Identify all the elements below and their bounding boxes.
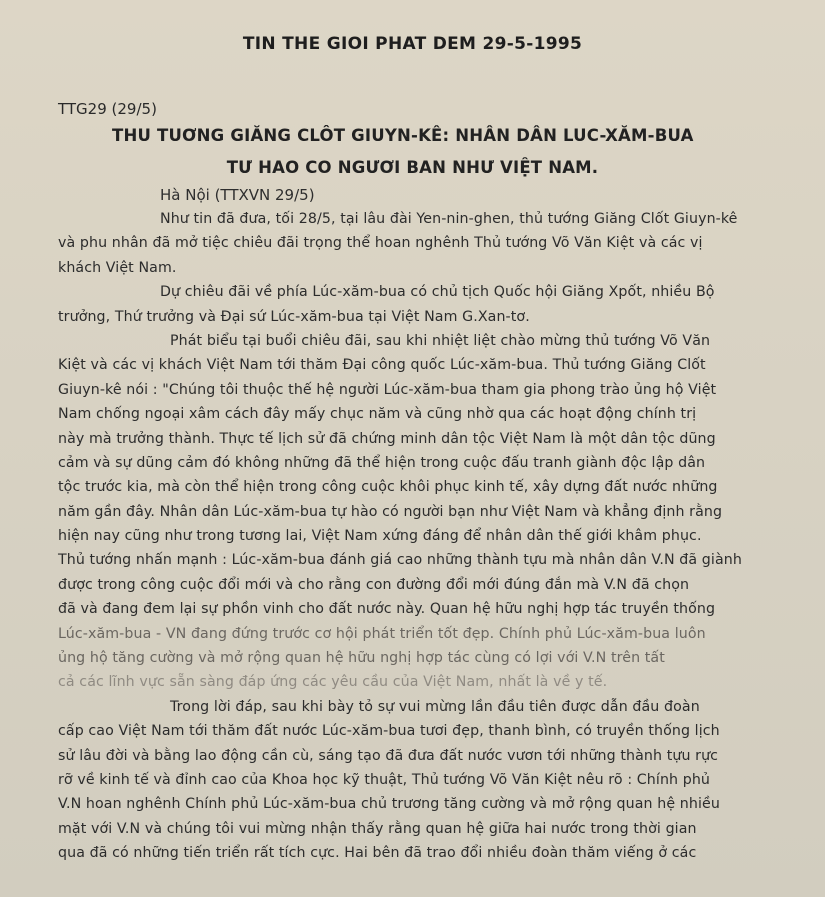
body-line: Nam chống ngoại xâm cách đây mấy chục năm và cũng nhờ qua các hoạt động chính trị [58,406,697,423]
body-line: này mà trưởng thành. Thực tế lịch sử đã chứng minh dân tộc Việt Nam là một dân tộc dũng [58,430,716,447]
body-line: mặt với V.N và chúng tôi vui mừng nhận thấy rằng quan hệ giữa hai nước trong thời gian [58,820,697,837]
body-line: cả các lĩnh vực sẵn sàng đáp ứng các yêu cầu của Việt Nam, nhất là về y tế. [58,674,608,691]
body-line: cảm và sự dũng cảm đó không những đã thể hiện trong cuộc đấu tranh giành độc lập dân [58,454,706,471]
body-line: ủng hộ tăng cường và mở rộng quan hệ hữu nghị hợp tác cùng có lợi với V.N trên tất [58,650,665,667]
body-line: qua đã có những tiến triển rất tích cực. Hai bên đã trao đổi nhiều đoàn thăm viếng ở các [58,845,697,862]
body-line: và phu nhân đã mở tiệc chiêu đãi trọng thể hoan nghênh Thủ tướng Võ Văn Kiệt và các vị [58,235,703,252]
headline-line-1: THU TUƠNG GIĂNG CLÔT GIUYN-KÊ: NHÂN DÂN LUC-XĂM-BUA [112,126,694,145]
dateline: Hà Nội (TTXVN 29/5) [160,186,315,204]
body-line: Lúc-xăm-bua - VN đang đứng trước cơ hội phát triển tốt đẹp. Chính phủ Lúc-xăm-bua luôn [58,625,706,642]
body-line: Dự chiêu đãi về phía Lúc-xăm-bua có chủ tịch Quốc hội Giăng Xpốt, nhiều Bộ [160,284,715,301]
document-header: TIN THE GIOI PHAT DEM 29-5-1995 [242,34,583,54]
article-body [58,207,788,866]
body-line: được trong công cuộc đổi mới và cho rằng con đường đổi mới đúng đắn mà V.N đã chọn [58,576,690,593]
headline-line-2: TƯ HAO CO NGƯƠI BAN NHƯ VIỆT NAM. [226,158,599,177]
body-line: hiện nay cũng như trong tương lai, Việt Nam xứng đáng để nhân dân thế giới khâm phục. [58,528,702,545]
body-line: tộc trước kia, mà còn thể hiện trong công cuộc khôi phục kinh tế, xây dựng đất nước những [58,479,718,496]
body-line: Trong lời đáp, sau khi bày tỏ sự vui mừng lần đầu tiên được dẫn đầu đoàn [170,698,700,715]
body-line: cấp cao Việt Nam tới thăm đất nước Lúc-xăm-bua tươi đẹp, thanh bình, có truyền thống lịch [58,723,720,740]
body-line: Giuyn-kê nói : "Chúng tôi thuộc thế hệ người Lúc-xăm-bua tham gia phong trào ủng hộ Việt [58,381,717,398]
body-line: khách Việt Nam. [58,259,177,276]
body-line: trưởng, Thứ trưởng và Đại sứ Lúc-xăm-bua tại Việt Nam G.Xan-tơ. [58,308,530,325]
body-line: V.N hoan nghênh Chính phủ Lúc-xăm-bua chủ trương tăng cường và mở rộng quan hệ nhiều [58,796,720,813]
body-line: Thủ tướng nhấn mạnh : Lúc-xăm-bua đánh giá cao những thành tựu mà nhân dân V.N đã giành [58,552,742,569]
body-line: đã và đang đem lại sự phồn vinh cho đất nước này. Quan hệ hữu nghị hợp tác truyền thống [58,601,716,618]
body-line: Phát biểu tại buổi chiêu đãi, sau khi nhiệt liệt chào mừng thủ tướng Võ Văn [170,332,711,349]
body-line: rỡ về kinh tế và đỉnh cao của Khoa học kỹ thuật, Thủ tướng Võ Văn Kiệt nêu rõ : Chính phủ [58,771,711,788]
body-line: Như tin đã đưa, tối 28/5, tại lâu đài Yen-nin-ghen, thủ tướng Giăng Clốt Giuyn-kê [160,211,738,227]
bulletin-code: TTG29 (29/5) [58,100,157,118]
body-line: sử lâu đời và bằng lao động cần cù, sáng tạo đã đưa đất nước vươn tới những thành tựu rực [58,747,719,764]
body-line: Kiệt và các vị khách Việt Nam tới thăm Đại công quốc Lúc-xăm-bua. Thủ tướng Giăng Clốt [58,357,706,374]
body-line: năm gần đây. Nhân dân Lúc-xăm-bua tự hào có người bạn như Việt Nam và khẳng định rằng [58,503,723,520]
